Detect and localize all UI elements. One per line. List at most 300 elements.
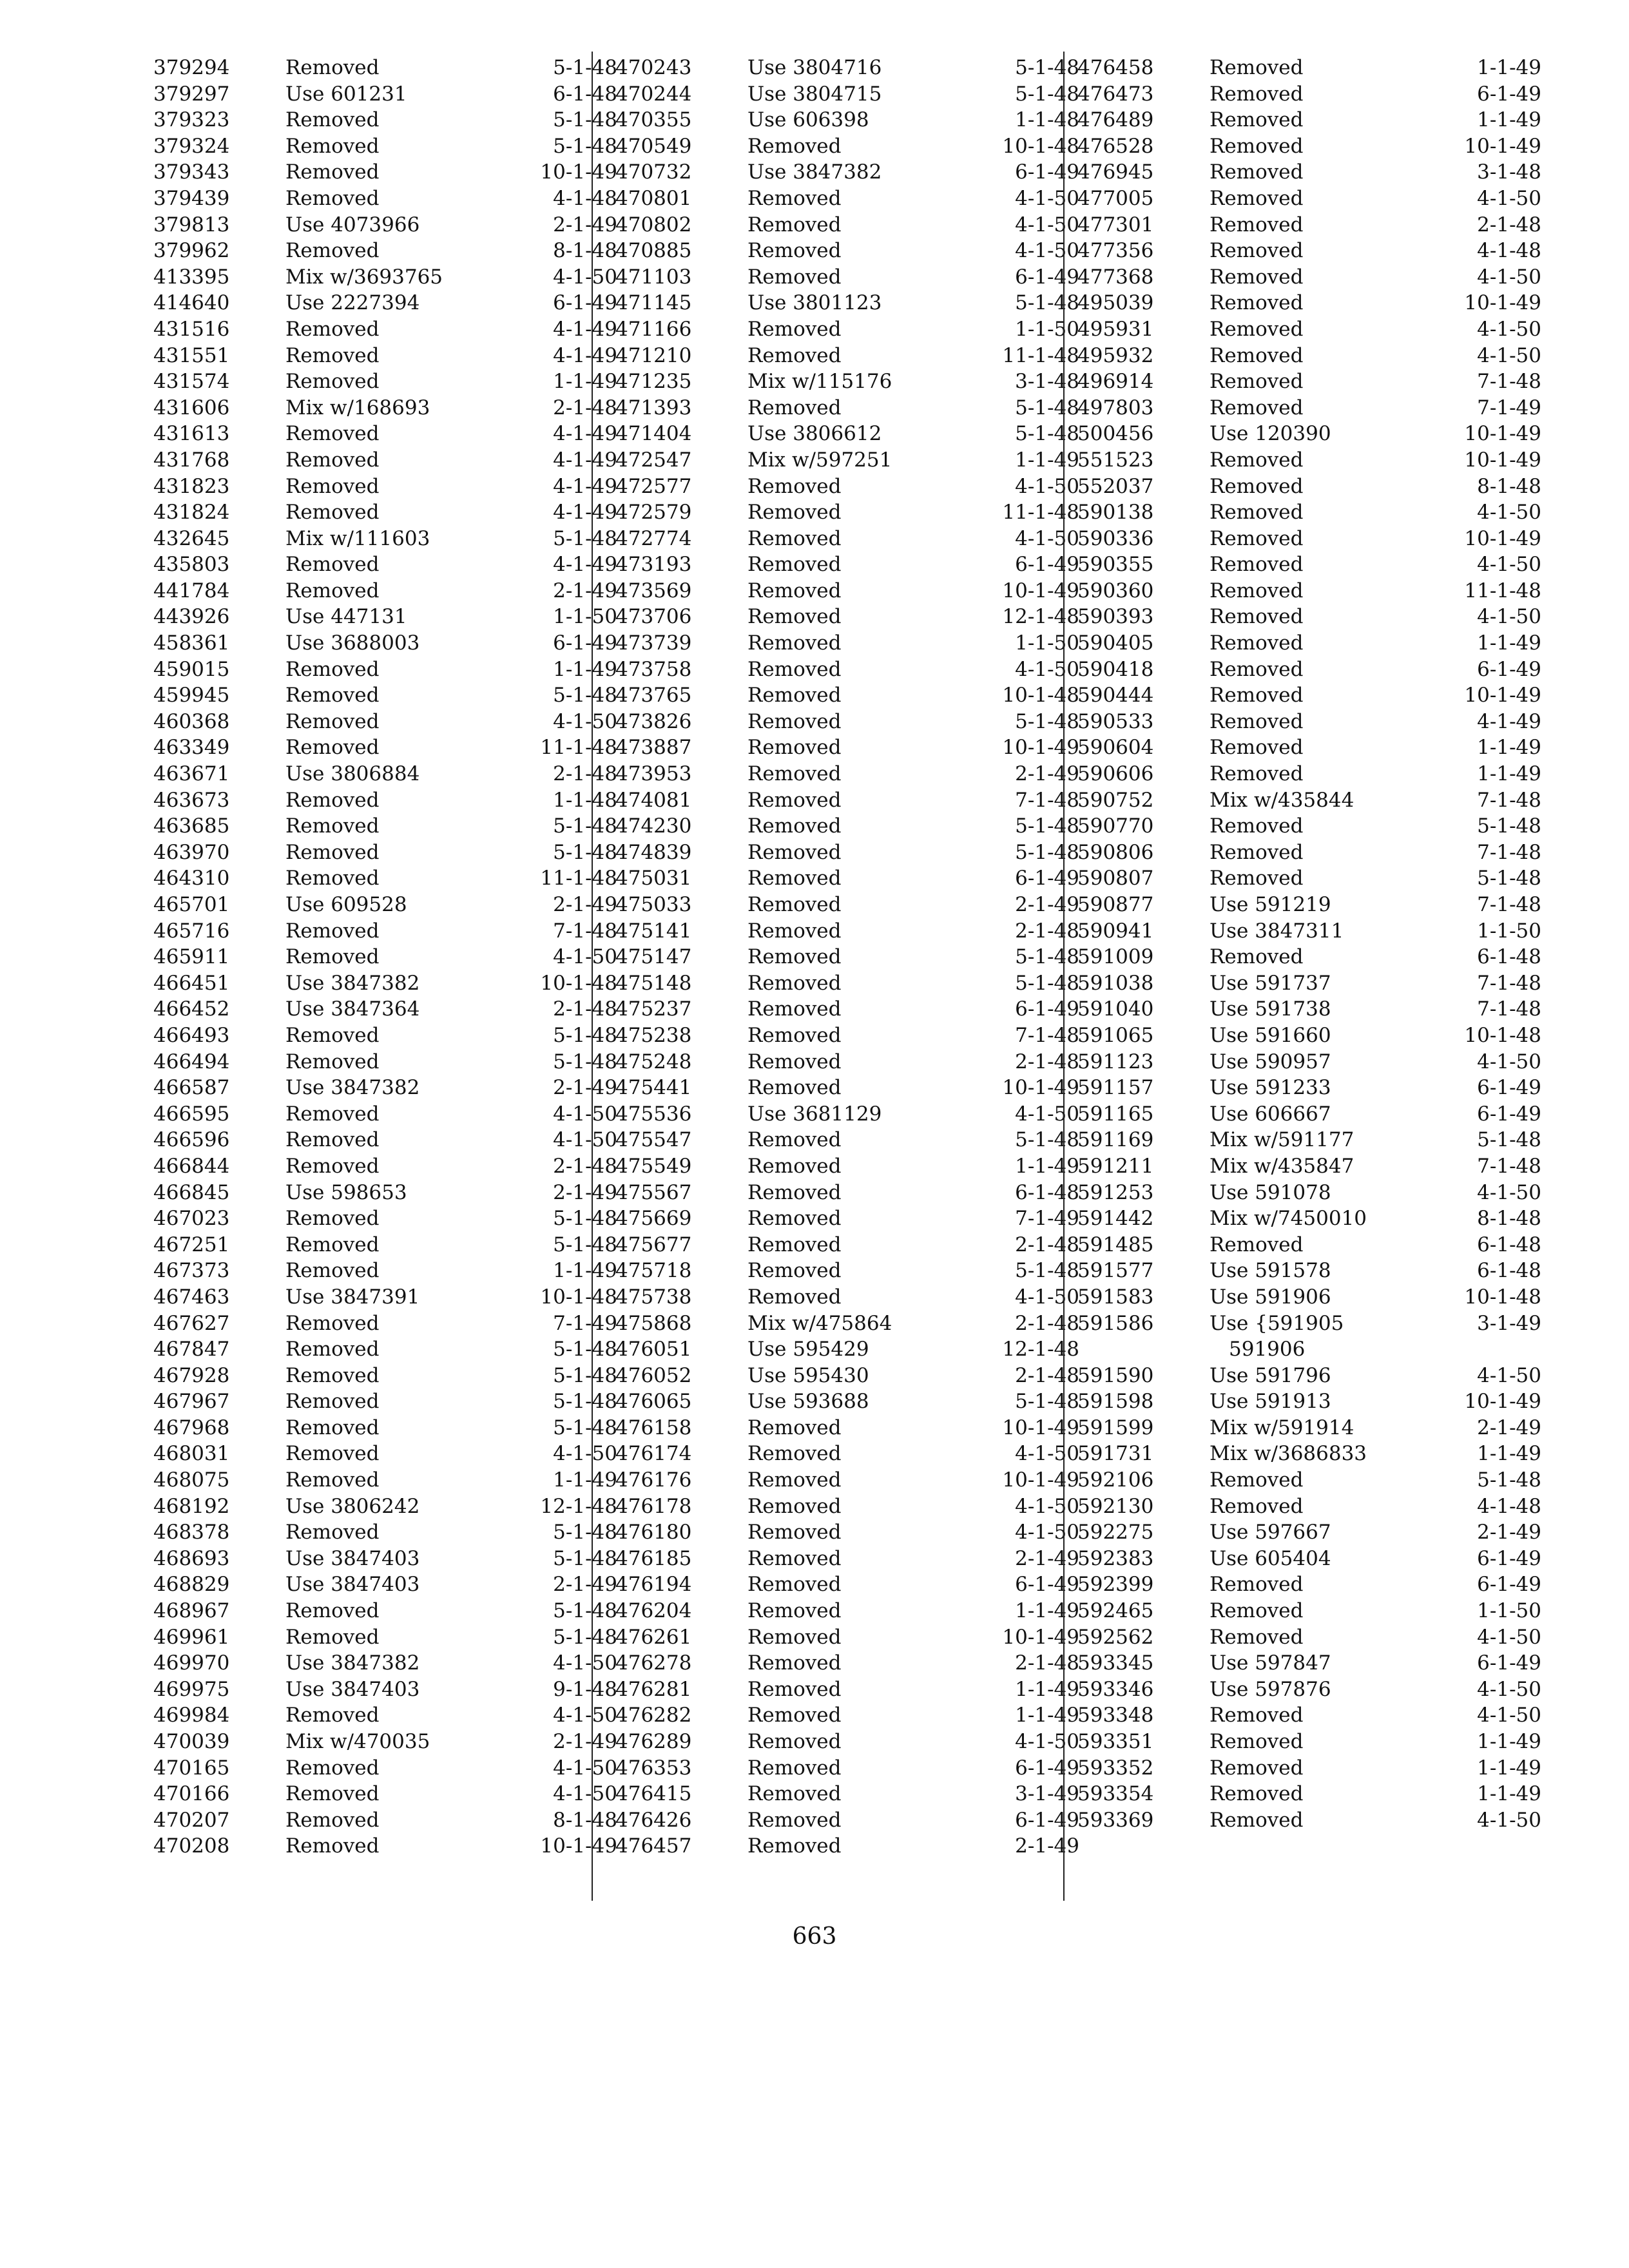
- effective-date: 7-1-49: [553, 1311, 617, 1335]
- effective-date: 4-1-50: [1015, 1730, 1079, 1753]
- disposition: Use 3804715: [747, 82, 882, 106]
- entry-row: [1077, 55, 1541, 81]
- part-number: 443926: [153, 605, 230, 629]
- effective-date: 1-1-49: [553, 370, 617, 394]
- disposition: Use 3847382: [285, 1076, 420, 1100]
- effective-date: 12-1-48: [540, 1494, 617, 1518]
- effective-date: 6-1-49: [1015, 997, 1079, 1021]
- effective-date: 5-1-48: [1477, 814, 1541, 838]
- entry-row: [1077, 630, 1541, 657]
- part-number: 476458: [1077, 56, 1154, 79]
- effective-date: 2-1-48: [553, 762, 617, 786]
- effective-date: 5-1-48: [553, 1207, 617, 1231]
- disposition: Removed: [1210, 605, 1304, 629]
- effective-date: 8-1-48: [1477, 1207, 1541, 1231]
- disposition: Removed: [747, 1599, 842, 1623]
- disposition: Removed: [285, 1128, 380, 1152]
- part-number: 470208: [153, 1834, 230, 1858]
- part-number: 466452: [153, 997, 230, 1021]
- part-number: 468031: [153, 1442, 230, 1466]
- disposition: Removed: [747, 1573, 842, 1597]
- effective-date: 4-1-50: [553, 1128, 617, 1152]
- part-number: 470355: [615, 108, 692, 132]
- disposition: Removed: [747, 134, 842, 158]
- disposition: Use 606398: [747, 108, 869, 132]
- part-number: 473953: [615, 762, 692, 786]
- entry-row: [615, 1284, 1079, 1311]
- entry-row: [153, 787, 617, 814]
- disposition: Removed: [747, 396, 842, 419]
- disposition: Use 593688: [747, 1390, 869, 1414]
- part-number: 475238: [615, 1023, 692, 1047]
- entry-row: [153, 892, 617, 918]
- disposition: Use 591660: [1210, 1023, 1331, 1047]
- entry-row: [615, 159, 1079, 186]
- entry-row: [1077, 996, 1541, 1023]
- disposition: Removed: [1210, 1730, 1304, 1753]
- effective-date: 1-1-48: [553, 788, 617, 812]
- disposition: Use 3847403: [285, 1546, 420, 1570]
- effective-date: 2-1-49: [1015, 893, 1079, 916]
- entry-row: [615, 1311, 1079, 1337]
- disposition: Use 120390: [1210, 422, 1331, 446]
- part-number: 591485: [1077, 1233, 1154, 1256]
- disposition: Use 595430: [747, 1363, 869, 1387]
- disposition: Removed: [1210, 709, 1304, 733]
- entry-row: [153, 1075, 617, 1101]
- entry-row: [615, 499, 1079, 526]
- disposition: Removed: [1210, 657, 1304, 681]
- effective-date: 4-1-49: [553, 474, 617, 498]
- entry-row: [615, 1519, 1079, 1546]
- part-number: 459945: [153, 684, 230, 707]
- part-number: 475547: [615, 1128, 692, 1152]
- effective-date: 4-1-50: [1477, 1677, 1541, 1701]
- part-number: 591065: [1077, 1023, 1154, 1047]
- part-number: 469961: [153, 1625, 230, 1649]
- part-number: 465701: [153, 893, 230, 916]
- disposition: Use 590957: [1210, 1050, 1331, 1073]
- part-number: 466494: [153, 1050, 230, 1073]
- effective-date: 5-1-48: [1477, 867, 1541, 890]
- part-number: 471235: [615, 370, 692, 394]
- part-number: 471393: [615, 396, 692, 419]
- effective-date: 1-1-49: [1015, 1599, 1079, 1623]
- part-number: 431824: [153, 501, 230, 524]
- part-number: 474839: [615, 840, 692, 864]
- effective-date: 1-1-49: [553, 1259, 617, 1283]
- effective-date: 1-1-50: [553, 605, 617, 629]
- part-number: 590807: [1077, 867, 1154, 890]
- entry-row: [1077, 709, 1541, 735]
- effective-date: 4-1-50: [1015, 1285, 1079, 1309]
- entry-row: [153, 1101, 617, 1128]
- disposition: Removed: [747, 1782, 842, 1806]
- part-number: 476289: [615, 1730, 692, 1753]
- disposition: Removed: [285, 709, 380, 733]
- part-number: 463349: [153, 736, 230, 760]
- entry-row: [1077, 316, 1541, 343]
- part-number: 465716: [153, 919, 230, 943]
- part-number: 466844: [153, 1154, 230, 1178]
- part-number: 432645: [153, 526, 230, 550]
- effective-date: 10-1-49: [1002, 1416, 1079, 1439]
- part-number: 431516: [153, 317, 230, 341]
- entry-row: [615, 447, 1079, 474]
- part-number: 466845: [153, 1180, 230, 1204]
- effective-date: 1-1-50: [1015, 631, 1079, 655]
- part-number: 472547: [615, 448, 692, 472]
- part-number: 441784: [153, 579, 230, 602]
- disposition: Use 595429: [747, 1338, 869, 1361]
- effective-date: 4-1-50: [1477, 1180, 1541, 1204]
- effective-date: 6-1-49: [1015, 160, 1079, 184]
- part-number: 592562: [1077, 1625, 1154, 1649]
- entry-row: [1077, 1546, 1541, 1572]
- entry-row: [153, 1284, 617, 1311]
- entry-row: [615, 1127, 1079, 1153]
- disposition: Removed: [1210, 553, 1304, 577]
- effective-date: 5-1-48: [1015, 971, 1079, 995]
- effective-date: 4-1-50: [553, 1782, 617, 1806]
- entry-row: [615, 1336, 1079, 1363]
- disposition: Removed: [747, 814, 842, 838]
- disposition: Removed: [285, 1782, 380, 1806]
- part-number: 477005: [1077, 186, 1154, 210]
- disposition: Removed: [747, 945, 842, 969]
- effective-date: 12-1-48: [1002, 605, 1079, 629]
- part-number: 592465: [1077, 1599, 1154, 1623]
- entry-row: [615, 316, 1079, 343]
- effective-date: 2-1-49: [553, 1180, 617, 1204]
- entry-row: [1077, 970, 1541, 997]
- part-number: 495932: [1077, 343, 1154, 367]
- part-number: 458361: [153, 631, 230, 655]
- entry-row: [153, 1049, 617, 1075]
- effective-date: 5-1-48: [1015, 945, 1079, 969]
- disposition: Removed: [285, 736, 380, 760]
- effective-date: 5-1-48: [553, 1363, 617, 1387]
- part-number: 472577: [615, 474, 692, 498]
- part-number: 591038: [1077, 971, 1154, 995]
- disposition: Use 3847311: [1210, 919, 1344, 943]
- entry-row: [153, 133, 617, 160]
- entry-row: [153, 290, 617, 316]
- disposition: Removed: [747, 1154, 842, 1178]
- disposition: Removed: [747, 1285, 842, 1309]
- effective-date: 5-1-48: [1015, 56, 1079, 79]
- part-number: 460368: [153, 709, 230, 733]
- effective-date: 5-1-48: [553, 814, 617, 838]
- entry-row: [153, 1755, 617, 1782]
- entry-row: [1077, 1232, 1541, 1258]
- entry-row: [153, 1729, 617, 1755]
- entry-row: [1077, 1781, 1541, 1807]
- entry-row: [153, 395, 617, 421]
- disposition: Mix w/591177: [1210, 1128, 1354, 1152]
- disposition: Removed: [1210, 867, 1304, 890]
- part-number: 590336: [1077, 526, 1154, 550]
- disposition: Use 591906: [1210, 1285, 1331, 1309]
- disposition: Use 591738: [1210, 997, 1331, 1021]
- entry-row: [615, 944, 1079, 970]
- effective-date: 5-1-48: [1477, 1128, 1541, 1152]
- entry-row: [1077, 1101, 1541, 1128]
- part-number: 467023: [153, 1207, 230, 1231]
- part-number: 431823: [153, 474, 230, 498]
- entry-row: [1077, 787, 1541, 814]
- effective-date: 4-1-50: [1477, 1704, 1541, 1727]
- disposition: Removed: [285, 945, 380, 969]
- disposition: Mix w/475864: [747, 1311, 892, 1335]
- entry-row: [615, 290, 1079, 316]
- disposition: Mix w/435847: [1210, 1154, 1354, 1178]
- disposition: Removed: [747, 1416, 842, 1439]
- effective-date: 5-1-48: [1015, 709, 1079, 733]
- entry-row: [615, 787, 1079, 814]
- effective-date: 1-1-49: [553, 1468, 617, 1492]
- entry-row: [153, 1232, 617, 1258]
- disposition: Removed: [285, 684, 380, 707]
- part-number: 467847: [153, 1338, 230, 1361]
- entry-row: [153, 447, 617, 474]
- effective-date: 2-1-48: [1015, 1311, 1079, 1335]
- entry-row: [153, 1206, 617, 1232]
- disposition: Removed: [747, 474, 842, 498]
- entry-row: [153, 1807, 617, 1834]
- part-number: 476174: [615, 1442, 692, 1466]
- entry-row: [615, 526, 1079, 552]
- effective-date: 5-1-48: [553, 1050, 617, 1073]
- part-number: 592383: [1077, 1546, 1154, 1570]
- disposition: Use 3688003: [285, 631, 420, 655]
- part-number: 467968: [153, 1416, 230, 1439]
- disposition: Removed: [285, 1023, 380, 1047]
- effective-date: 1-1-49: [1015, 1677, 1079, 1701]
- entry-row: [1077, 840, 1541, 866]
- effective-date: 10-1-49: [1002, 1468, 1079, 1492]
- disposition: Removed: [1210, 239, 1304, 263]
- part-number: 475738: [615, 1285, 692, 1309]
- part-number: 473887: [615, 736, 692, 760]
- part-number: 476176: [615, 1468, 692, 1492]
- effective-date: 6-1-49: [1015, 1573, 1079, 1597]
- effective-date: 4-1-48: [1477, 1494, 1541, 1518]
- effective-date: 1-1-49: [1477, 736, 1541, 760]
- part-number: 379323: [153, 108, 230, 132]
- disposition: Removed: [285, 867, 380, 890]
- effective-date: 6-1-49: [1015, 1808, 1079, 1832]
- entry-row: [615, 657, 1079, 683]
- effective-date: 5-1-48: [553, 1233, 617, 1256]
- disposition: Removed: [747, 605, 842, 629]
- entry-row: [153, 212, 617, 238]
- disposition: Removed: [747, 1521, 842, 1544]
- entry-row: [153, 944, 617, 970]
- entry-row: [615, 1755, 1079, 1782]
- disposition: Removed: [747, 239, 842, 263]
- effective-date: 6-1-49: [1477, 1651, 1541, 1675]
- effective-date: 10-1-49: [1002, 736, 1079, 760]
- entry-row: [615, 212, 1079, 238]
- part-number: 591586: [1077, 1311, 1154, 1335]
- part-number: 459015: [153, 657, 230, 681]
- effective-date: 4-1-50: [553, 1102, 617, 1126]
- part-number: 466596: [153, 1128, 230, 1152]
- effective-date: 3-1-48: [1015, 370, 1079, 394]
- disposition: Use 597876: [1210, 1677, 1331, 1701]
- part-number: 472579: [615, 501, 692, 524]
- disposition: Removed: [285, 1834, 380, 1858]
- part-number: 473739: [615, 631, 692, 655]
- effective-date: 6-1-49: [1477, 657, 1541, 681]
- disposition: Mix w/111603: [285, 526, 430, 550]
- part-number: 593346: [1077, 1677, 1154, 1701]
- effective-date: 10-1-49: [1464, 1390, 1541, 1414]
- disposition: Use 3847382: [285, 971, 420, 995]
- effective-date: 4-1-50: [1015, 526, 1079, 550]
- effective-date: 4-1-50: [553, 1756, 617, 1780]
- part-number: 471166: [615, 317, 692, 341]
- part-number: 476281: [615, 1677, 692, 1701]
- effective-date: 10-1-49: [1002, 1076, 1079, 1100]
- disposition: Removed: [1210, 370, 1304, 394]
- part-number: 468192: [153, 1494, 230, 1518]
- part-number: 477356: [1077, 239, 1154, 263]
- entry-row: [153, 369, 617, 395]
- entry-row: [153, 1598, 617, 1624]
- effective-date: 10-1-49: [1464, 684, 1541, 707]
- effective-date: 6-1-48: [1015, 1180, 1079, 1204]
- disposition: Removed: [1210, 526, 1304, 550]
- part-number: 468693: [153, 1546, 230, 1570]
- effective-date: 4-1-50: [1015, 213, 1079, 236]
- entry-row: [153, 1363, 617, 1389]
- entry-row: [153, 1624, 617, 1651]
- entry-row: [1077, 1075, 1541, 1101]
- part-number: 592275: [1077, 1521, 1154, 1544]
- disposition: Removed: [1210, 474, 1304, 498]
- effective-date: 5-1-48: [553, 1546, 617, 1570]
- effective-date: 4-1-50: [1015, 239, 1079, 263]
- entry-row: [1077, 657, 1541, 683]
- entry-row: [153, 840, 617, 866]
- part-number: 463685: [153, 814, 230, 838]
- entry-row: [615, 1467, 1079, 1494]
- part-number: 474230: [615, 814, 692, 838]
- effective-date: 11-1-48: [540, 867, 617, 890]
- part-number: 591009: [1077, 945, 1154, 969]
- part-number: 470801: [615, 186, 692, 210]
- entry-row: [615, 630, 1079, 657]
- disposition: Removed: [747, 186, 842, 210]
- part-number: 476178: [615, 1494, 692, 1518]
- disposition: Removed: [747, 919, 842, 943]
- disposition: Use 3681129: [747, 1102, 882, 1126]
- part-number: 592399: [1077, 1573, 1154, 1597]
- disposition: Use 3847403: [285, 1677, 420, 1701]
- entry-row: [615, 264, 1079, 291]
- part-number: 475147: [615, 945, 692, 969]
- part-number: 469970: [153, 1651, 230, 1675]
- disposition: Removed: [1210, 1808, 1304, 1832]
- effective-date: 1-1-49: [1477, 1442, 1541, 1466]
- entry-row: [615, 604, 1079, 630]
- disposition: Use 2227394: [285, 291, 420, 315]
- disposition: Removed: [285, 1207, 380, 1231]
- effective-date: 4-1-50: [1015, 657, 1079, 681]
- effective-date: 4-1-50: [553, 1651, 617, 1675]
- disposition: Use 598653: [285, 1180, 407, 1204]
- part-number: 593345: [1077, 1651, 1154, 1675]
- disposition: Removed: [285, 317, 380, 341]
- entry-row: [153, 1650, 617, 1677]
- part-number: 435803: [153, 553, 230, 577]
- effective-date: 4-1-50: [1477, 1050, 1541, 1073]
- disposition: Removed: [1210, 1573, 1304, 1597]
- effective-date: 7-1-48: [1015, 788, 1079, 812]
- effective-date: 3-1-49: [1477, 1311, 1541, 1335]
- disposition: Removed: [747, 1494, 842, 1518]
- entry-row: [615, 474, 1079, 500]
- effective-date: 6-1-49: [1477, 82, 1541, 106]
- part-number: 551523: [1077, 448, 1154, 472]
- part-number: 475441: [615, 1076, 692, 1100]
- effective-date: 4-1-50: [1477, 605, 1541, 629]
- effective-date: 1-1-48: [1015, 108, 1079, 132]
- effective-date: 1-1-49: [1477, 56, 1541, 79]
- entry-row: [1077, 1153, 1541, 1180]
- part-number: 590752: [1077, 788, 1154, 812]
- part-number: 593352: [1077, 1756, 1154, 1780]
- effective-date: 11-1-48: [540, 736, 617, 760]
- disposition: Removed: [285, 343, 380, 367]
- disposition: Removed: [747, 1730, 842, 1753]
- effective-date: 2-1-48: [1015, 919, 1079, 943]
- entry-row: [615, 918, 1079, 945]
- disposition: Removed: [747, 1259, 842, 1283]
- part-number: 591253: [1077, 1180, 1154, 1204]
- part-number: 471404: [615, 422, 692, 446]
- part-number: 591040: [1077, 997, 1154, 1021]
- disposition: Removed: [1210, 1233, 1304, 1256]
- disposition: Removed: [285, 1311, 380, 1335]
- disposition: Removed: [285, 1338, 380, 1361]
- disposition: Removed: [747, 526, 842, 550]
- effective-date: 11-1-48: [1002, 501, 1079, 524]
- effective-date: 12-1-48: [1002, 1338, 1079, 1361]
- entry-row: [1077, 1598, 1541, 1624]
- disposition: Removed: [285, 422, 380, 446]
- effective-date: 1-1-49: [1477, 1730, 1541, 1753]
- column-divider: [1063, 52, 1065, 1901]
- disposition: Removed: [285, 1442, 380, 1466]
- disposition: Removed: [747, 501, 842, 524]
- effective-date: 10-1-48: [540, 1285, 617, 1309]
- disposition: Removed: [285, 1050, 380, 1073]
- part-number: 477301: [1077, 213, 1154, 236]
- disposition: Removed: [747, 213, 842, 236]
- part-number: 497803: [1077, 396, 1154, 419]
- part-number: 500456: [1077, 422, 1154, 446]
- entry-row: [1077, 552, 1541, 578]
- effective-date: 5-1-48: [1015, 422, 1079, 446]
- effective-date: 5-1-48: [1015, 396, 1079, 419]
- part-number: 472774: [615, 526, 692, 550]
- part-number: 431574: [153, 370, 230, 394]
- part-number: 469984: [153, 1704, 230, 1727]
- effective-date: 4-1-49: [1477, 709, 1541, 733]
